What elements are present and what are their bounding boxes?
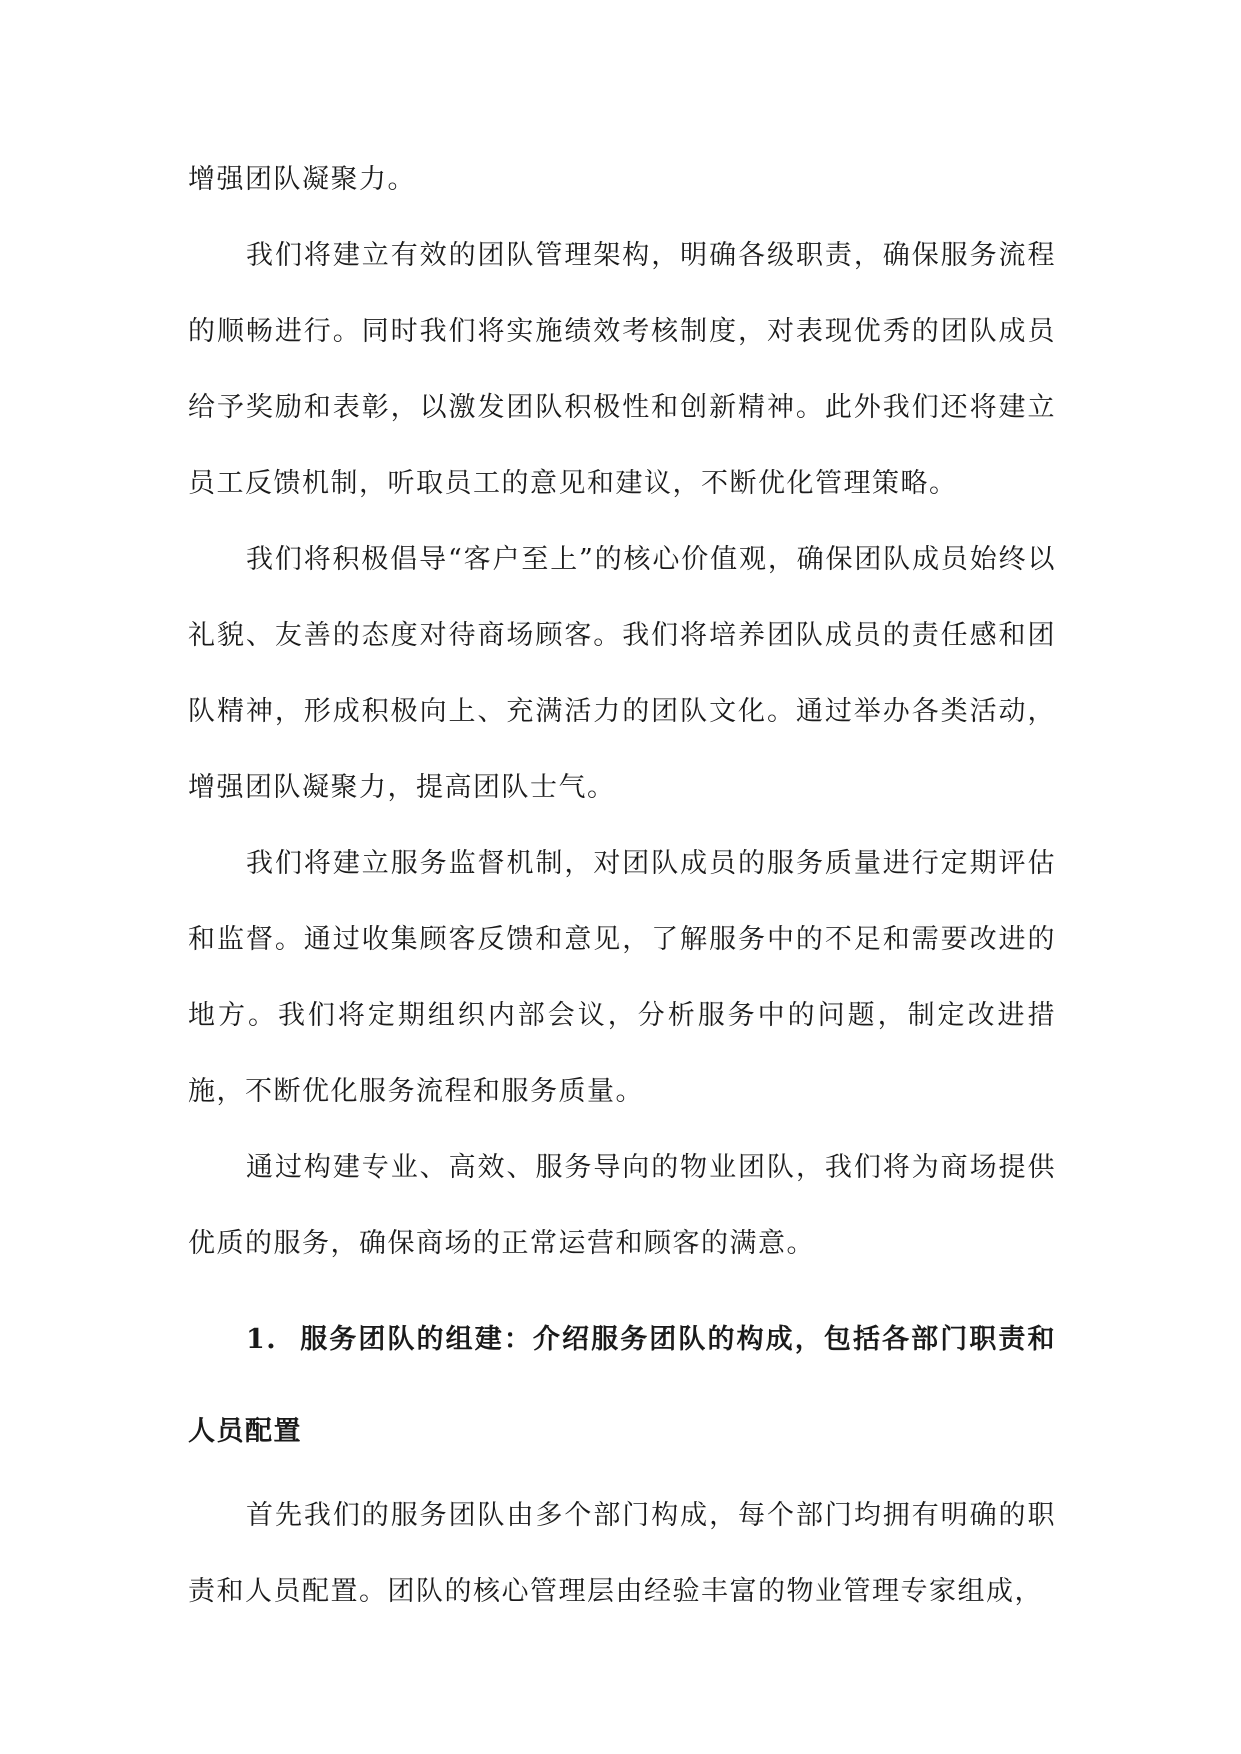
heading-text: 服务团队的组建：介绍服务团队的构成，包括各部门职责和人员配置 <box>188 1324 1057 1447</box>
paragraph-customer-first: 我们将积极倡导“客户至上”的核心价值观，确保团队成员始终以礼貌、友善的态度对待商场顾客。我们将培养团队成员的责任感和团队精神，形成积极向上、充满活力的团队文化。通过举办各类活动，增强团队凝聚力，提高团队士气。 <box>188 544 1056 803</box>
paragraph-conclusion: 通过构建专业、高效、服务导向的物业团队，我们将为商场提供优质的服务，确保商场的正常运营和顾客的满意。 <box>188 1152 1056 1259</box>
paragraph-team-composition: 首先我们的服务团队由多个部门构成，每个部门均拥有明确的职责和人员配置。团队的核心管理层由经验丰富的物业管理专家组成， <box>188 1500 1056 1607</box>
section-heading <box>188 1294 1056 1478</box>
document-page <box>188 142 1056 1630</box>
paragraph-management-structure: 我们将建立有效的团队管理架构，明确各级职责，确保服务流程的顺畅进行。同时我们将实施绩效考核制度，对表现优秀的团队成员给予奖励和表彰，以激发团队积极性和创新精神。此外我们还将建立员工反馈机制，听取员工的意见和建议，不断优化管理策略。 <box>188 240 1056 499</box>
paragraph-continuation: 增强团队凝聚力。 <box>188 164 416 195</box>
heading-number: 1. <box>246 1324 278 1355</box>
paragraph-service-supervision: 我们将建立服务监督机制，对团队成员的服务质量进行定期评估和监督。通过收集顾客反馈和意见，了解服务中的不足和需要改进的地方。我们将定期组织内部会议，分析服务中的问题，制定改进措施，不断优化服务流程和服务质量。 <box>188 848 1056 1107</box>
